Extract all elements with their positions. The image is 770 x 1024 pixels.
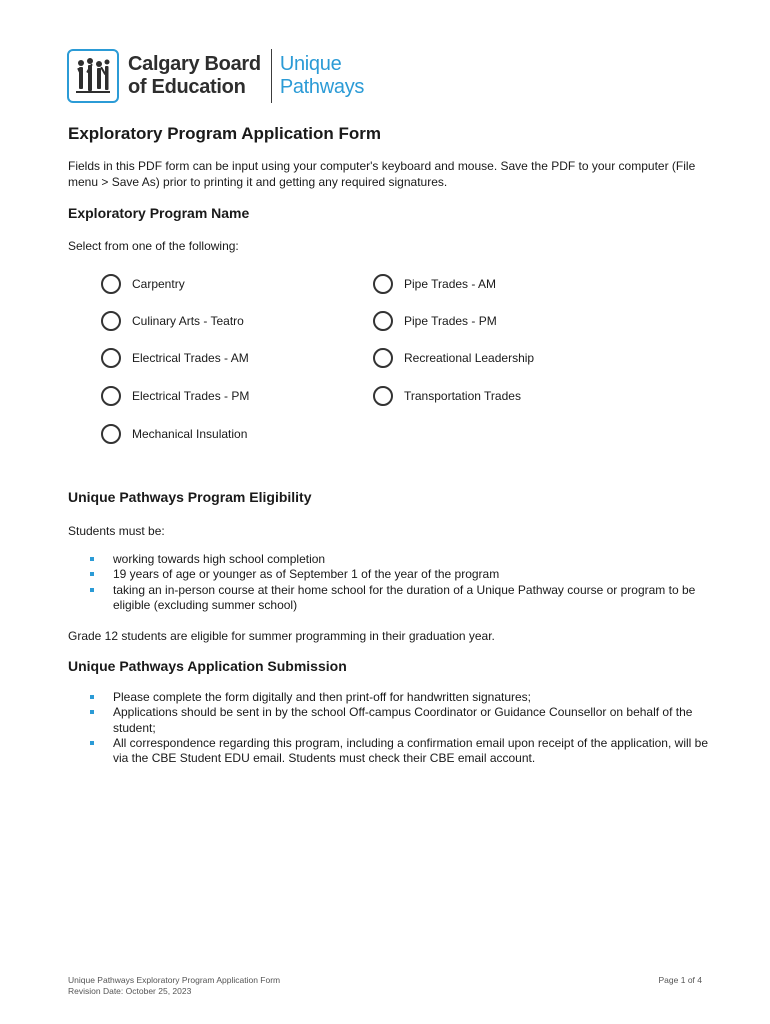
list-item-text: Applications should be sent in by the school Off-campus Coordinator or Guidance Counsellor on behalf of the student; <box>113 705 693 735</box>
option-label: Pipe Trades - AM <box>404 277 497 291</box>
submission-heading: Unique Pathways Application Submission <box>68 658 347 674</box>
radio-button[interactable] <box>373 348 393 368</box>
eligibility-list <box>90 552 715 613</box>
eligibility-note: Grade 12 students are eligible for summer programming in their graduation year. <box>68 629 495 643</box>
footer-form-name: Unique Pathways Exploratory Program Application Form <box>68 975 281 985</box>
list-item <box>90 552 715 567</box>
square-bullet-icon <box>90 572 94 576</box>
logo-divider <box>271 49 272 103</box>
intro-paragraph: Fields in this PDF form can be input using your computer's keyboard and mouse. Save the PDF to your computer (File menu > Save As) prior to printing it and getting any required signatures. <box>68 159 696 189</box>
program-name-heading: Exploratory Program Name <box>68 205 250 221</box>
option-carpentry[interactable] <box>101 271 185 297</box>
cbe-figures-logo-icon <box>67 49 119 103</box>
list-item <box>90 736 715 767</box>
list-item-text: Please complete the form digitally and then print-off for handwritten signatures; <box>113 690 532 704</box>
option-transportation-trades[interactable] <box>373 383 521 409</box>
list-item-text: All correspondence regarding this program, including a confirmation email upon receipt of the application, will be via the CBE Student EDU email. Students must check their CBE email account. <box>113 735 708 766</box>
radio-button[interactable] <box>101 386 121 406</box>
program-brand-line-1: Unique <box>279 53 342 75</box>
option-label: Carpentry <box>132 277 185 291</box>
option-pipe-trades-am[interactable] <box>373 271 496 297</box>
list-item-text: 19 years of age or younger as of September 1 of the year of the program <box>113 567 500 582</box>
submission-list <box>90 690 715 766</box>
org-name-line-1: Calgary Board <box>128 53 261 75</box>
org-name-line-2: of Education <box>128 76 246 98</box>
list-item-text: working towards high school completion <box>113 552 326 566</box>
document-title: Exploratory Program Application Form <box>68 124 381 143</box>
radio-button[interactable] <box>373 274 393 294</box>
radio-button[interactable] <box>101 274 121 294</box>
option-electrical-trades-pm[interactable] <box>101 383 249 409</box>
program-brand <box>280 53 364 99</box>
option-label: Transportation Trades <box>404 389 521 403</box>
radio-button[interactable] <box>373 311 393 331</box>
square-bullet-icon <box>90 557 94 561</box>
square-bullet-icon <box>90 710 94 714</box>
radio-button[interactable] <box>101 348 121 368</box>
page-number: Page 1 of 4 <box>658 975 702 985</box>
list-item <box>90 690 715 705</box>
eligibility-lead: Students must be: <box>68 524 165 538</box>
page-footer-left <box>68 975 280 997</box>
option-label: Electrical Trades - AM <box>132 351 249 365</box>
list-item <box>90 705 715 736</box>
option-culinary-arts-teatro[interactable] <box>101 308 244 334</box>
footer-revision-date: Revision Date: October 25, 2023 <box>68 986 192 996</box>
radio-button[interactable] <box>101 311 121 331</box>
radio-button[interactable] <box>101 424 121 444</box>
square-bullet-icon <box>90 741 94 745</box>
list-item <box>90 583 715 614</box>
program-brand-line-2: Pathways <box>279 76 365 98</box>
organization-name <box>128 53 261 99</box>
option-label: Recreational Leadership <box>404 351 535 365</box>
radio-button[interactable] <box>373 386 393 406</box>
option-label: Culinary Arts - Teatro <box>132 314 244 328</box>
square-bullet-icon <box>90 588 94 592</box>
option-recreational-leadership[interactable] <box>373 345 534 371</box>
cbe-logo <box>67 48 364 104</box>
option-electrical-trades-am[interactable] <box>101 345 249 371</box>
option-label: Electrical Trades - PM <box>132 389 250 403</box>
eligibility-heading: Unique Pathways Program Eligibility <box>68 489 312 505</box>
option-label: Mechanical Insulation <box>132 427 248 441</box>
option-pipe-trades-pm[interactable] <box>373 308 497 334</box>
list-item-text: taking an in-person course at their home school for the duration of a Unique Pathway course or program to be eligible (excluding summer school) <box>113 582 696 612</box>
square-bullet-icon <box>90 695 94 699</box>
option-label: Pipe Trades - PM <box>404 314 497 328</box>
option-mechanical-insulation[interactable] <box>101 421 247 447</box>
list-item <box>90 567 715 582</box>
program-instruction: Select from one of the following: <box>68 239 239 253</box>
